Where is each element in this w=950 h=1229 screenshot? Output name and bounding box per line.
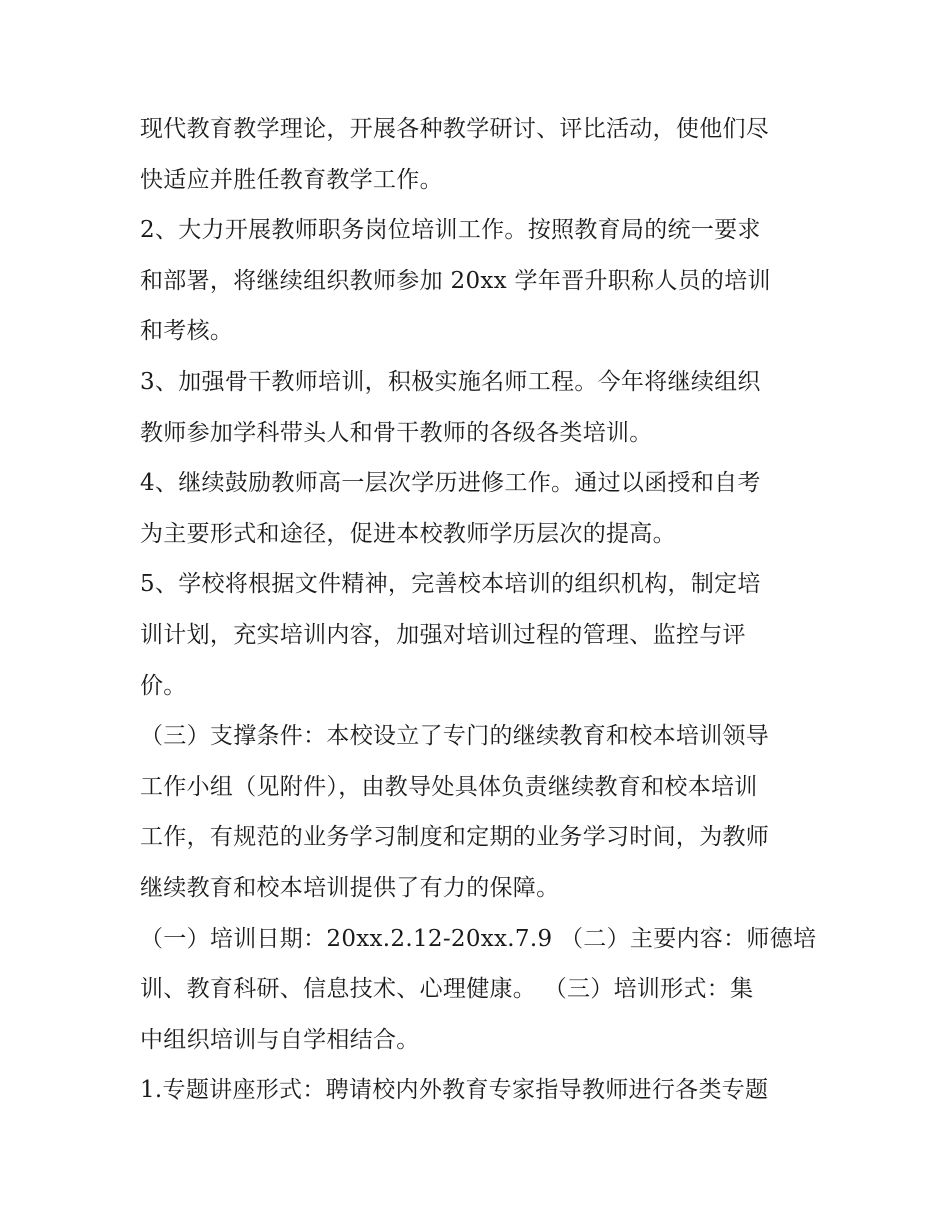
- text-line: 工作小组（见附件），由教导处具体负责继续教育和校本培训: [140, 773, 758, 800]
- text-line: （三）支撑条件：本校设立了专门的继续教育和校本培训领导: [140, 723, 770, 750]
- text-line: 训计划，充实培训内容，加强对培训过程的管理、监控与评: [140, 621, 746, 648]
- text-line: 和部署，将继续组织教师参加 20xx 学年晋升职称人员的培训: [140, 267, 771, 294]
- text-line: 1.专题讲座形式：聘请校内外教育专家指导教师进行各类专题: [140, 1077, 769, 1104]
- text-line: （一）培训日期：20xx.2.12-20xx.7.9 （二）主要内容：师德培: [140, 925, 817, 952]
- text-line: 4、继续鼓励教师高一层次学历进修工作。通过以函授和自考: [140, 470, 761, 497]
- text-line: 现代教育教学理论，开展各种教学研讨、评比活动，使他们尽: [140, 116, 770, 142]
- text-line: 3、加强骨干教师培训，积极实施名师工程。今年将继续组织: [140, 368, 761, 395]
- text-line: 继续教育和校本培训提供了有力的保障。: [140, 874, 560, 901]
- text-line: 教师参加学科带头人和骨干教师的各级各类培训。: [140, 419, 653, 446]
- text-line: 价。: [140, 672, 187, 699]
- text-line: 训、教育科研、信息技术、心理健康。 （三）培训形式：集: [140, 976, 754, 1003]
- text-line: 5、学校将根据文件精神，完善校本培训的组织机构，制定培: [140, 571, 761, 598]
- text-line: 快适应并胜任教育教学工作。: [140, 166, 443, 193]
- text-line: 中组织培训与自学相结合。: [140, 1026, 420, 1053]
- text-line: 为主要形式和途径，促进本校教师学历层次的提高。: [140, 520, 676, 547]
- text-line: 工作，有规范的业务学习制度和定期的业务学习时间，为教师: [140, 824, 770, 851]
- text-line: 和考核。: [140, 318, 234, 345]
- document-body: [140, 104, 816, 1116]
- text-line: 2、大力开展教师职务岗位培训工作。按照教育局的统一要求: [140, 217, 761, 244]
